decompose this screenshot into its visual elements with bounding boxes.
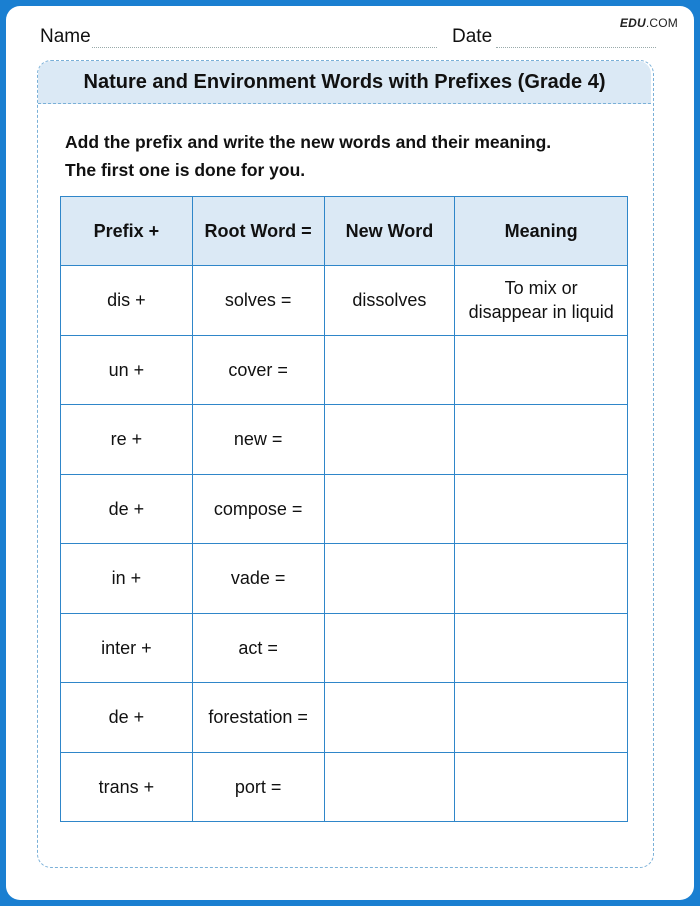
table-row	[61, 405, 628, 475]
table-header-row	[61, 197, 628, 266]
meaning-cell: To mix or disappear in liquid	[455, 266, 628, 336]
root-cell: act =	[192, 613, 324, 683]
root-cell: cover =	[192, 335, 324, 405]
table-row	[61, 266, 628, 336]
name-line[interactable]	[92, 47, 437, 48]
header-meaning: Meaning	[455, 197, 628, 266]
table-row	[61, 335, 628, 405]
root-cell: solves =	[192, 266, 324, 336]
new-word-cell[interactable]	[324, 544, 455, 614]
prefix-cell: un +	[61, 335, 193, 405]
header-root-word: Root Word =	[192, 197, 324, 266]
prefix-cell: re +	[61, 405, 193, 475]
prefix-cell: in +	[61, 544, 193, 614]
worksheet-title: Nature and Environment Words with Prefixes (Grade 4)	[83, 70, 606, 93]
meaning-cell[interactable]	[455, 752, 628, 822]
table-row	[61, 474, 628, 544]
table-row	[61, 544, 628, 614]
table-row	[61, 683, 628, 753]
prefix-cell: trans +	[61, 752, 193, 822]
brand-logo: EDU.COM	[619, 16, 678, 30]
instruction-line: The first one is done for you.	[65, 160, 306, 180]
new-word-cell[interactable]	[324, 405, 455, 475]
header-prefix: Prefix +	[61, 197, 193, 266]
date-label: Date	[452, 26, 493, 47]
new-word-cell[interactable]	[324, 683, 455, 753]
new-word-cell[interactable]	[324, 752, 455, 822]
title-banner	[38, 61, 651, 104]
root-cell: new =	[192, 405, 324, 475]
prefix-cell: inter +	[61, 613, 193, 683]
meaning-cell[interactable]	[455, 335, 628, 405]
new-word-cell[interactable]	[324, 335, 455, 405]
instruction-line: Add the prefix and write the new words and their meaning.	[65, 132, 552, 152]
meaning-cell[interactable]	[455, 405, 628, 475]
prefix-table	[60, 196, 628, 822]
meaning-cell[interactable]	[455, 683, 628, 753]
prefix-cell: de +	[61, 474, 193, 544]
table-row	[61, 752, 628, 822]
prefix-cell: dis +	[61, 266, 193, 336]
date-line[interactable]	[496, 47, 656, 48]
new-word-cell: dissolves	[324, 266, 455, 336]
root-cell: compose =	[192, 474, 324, 544]
table-row	[61, 613, 628, 683]
prefix-cell: de +	[61, 683, 193, 753]
header-new-word: New Word	[324, 197, 455, 266]
root-cell: vade =	[192, 544, 324, 614]
name-label: Name	[40, 26, 91, 47]
new-word-cell[interactable]	[324, 613, 455, 683]
meaning-cell[interactable]	[455, 613, 628, 683]
root-cell: forestation =	[192, 683, 324, 753]
meaning-cell[interactable]	[455, 544, 628, 614]
root-cell: port =	[192, 752, 324, 822]
new-word-cell[interactable]	[324, 474, 455, 544]
instructions	[65, 128, 645, 184]
meaning-cell[interactable]	[455, 474, 628, 544]
